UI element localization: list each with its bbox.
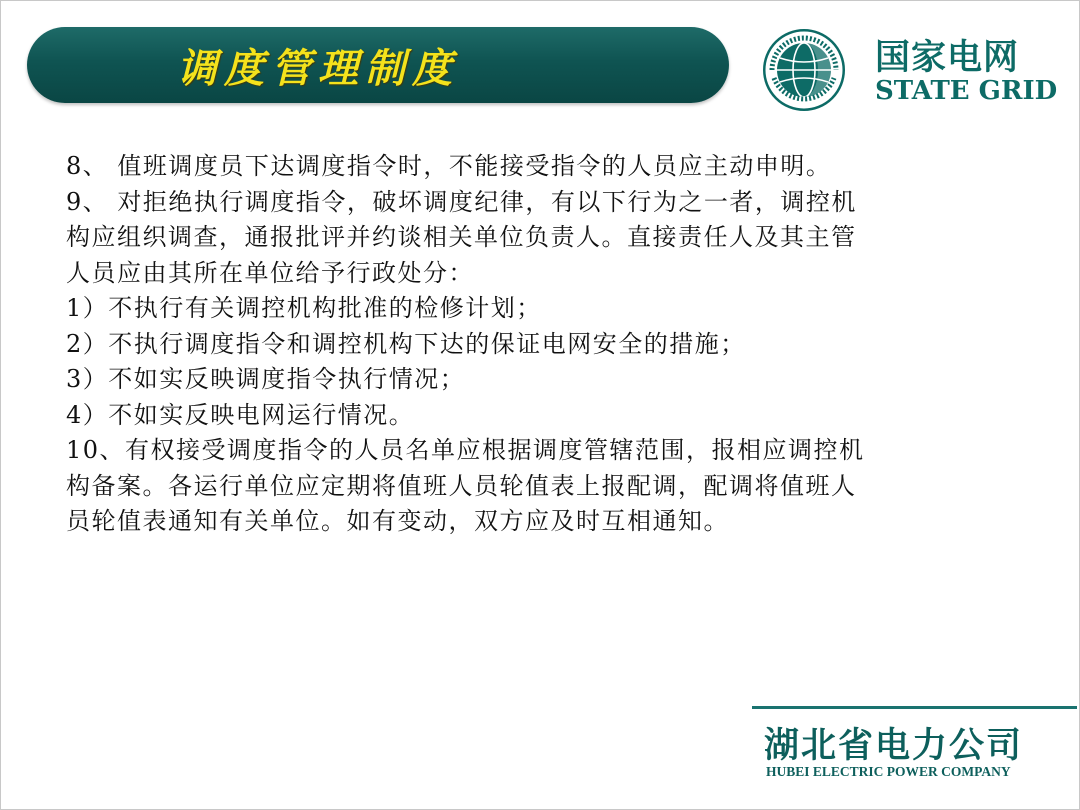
state-grid-emblem-icon	[762, 28, 846, 112]
company-cn-name: 湖北省电力公司	[764, 726, 1024, 766]
text-line: 员轮值表通知有关单位。如有变动，双方应及时互相通知。	[66, 507, 729, 535]
state-grid-cn-name: 国家电网	[875, 38, 1020, 78]
text-line: 8、 值班调度员下达调度指令时，不能接受指令的人员应主动申明。	[66, 152, 832, 180]
text-line: 1）不执行有关调控机构批准的检修计划；	[66, 294, 542, 322]
title-banner	[27, 27, 729, 103]
state-grid-logo	[762, 28, 1058, 108]
text-line: 9、 对拒绝执行调度指令，破坏调度纪律，有以下行为之一者，调控机	[66, 187, 857, 216]
text-line: 4）不如实反映电网运行情况。	[66, 400, 415, 429]
text-line: 构备案。各运行单位应定期将值班人员轮值表上报配调，配调将值班人	[66, 471, 857, 500]
text-line: 构应组织调查，通报批评并约谈相关单位负责人。直接责任人及其主管	[66, 223, 857, 251]
text-line: 2）不执行调度指令和调控机构下达的保证电网安全的措施；	[66, 329, 746, 358]
text-line: 10、有权接受调度指令的人员名单应根据调度管辖范围，报相应调控机	[66, 436, 865, 464]
company-en-name: HUBEI ELECTRIC POWER COMPANY	[766, 764, 1011, 779]
text-line: 3）不如实反映调度指令执行情况；	[66, 365, 466, 393]
state-grid-en-name: STATE GRID	[875, 76, 1058, 106]
footer-divider	[752, 706, 1077, 709]
text-line: 人员应由其所在单位给予行政处分：	[66, 258, 474, 287]
slide-title: 调度管理制度	[177, 44, 459, 92]
body-text	[66, 149, 1006, 540]
